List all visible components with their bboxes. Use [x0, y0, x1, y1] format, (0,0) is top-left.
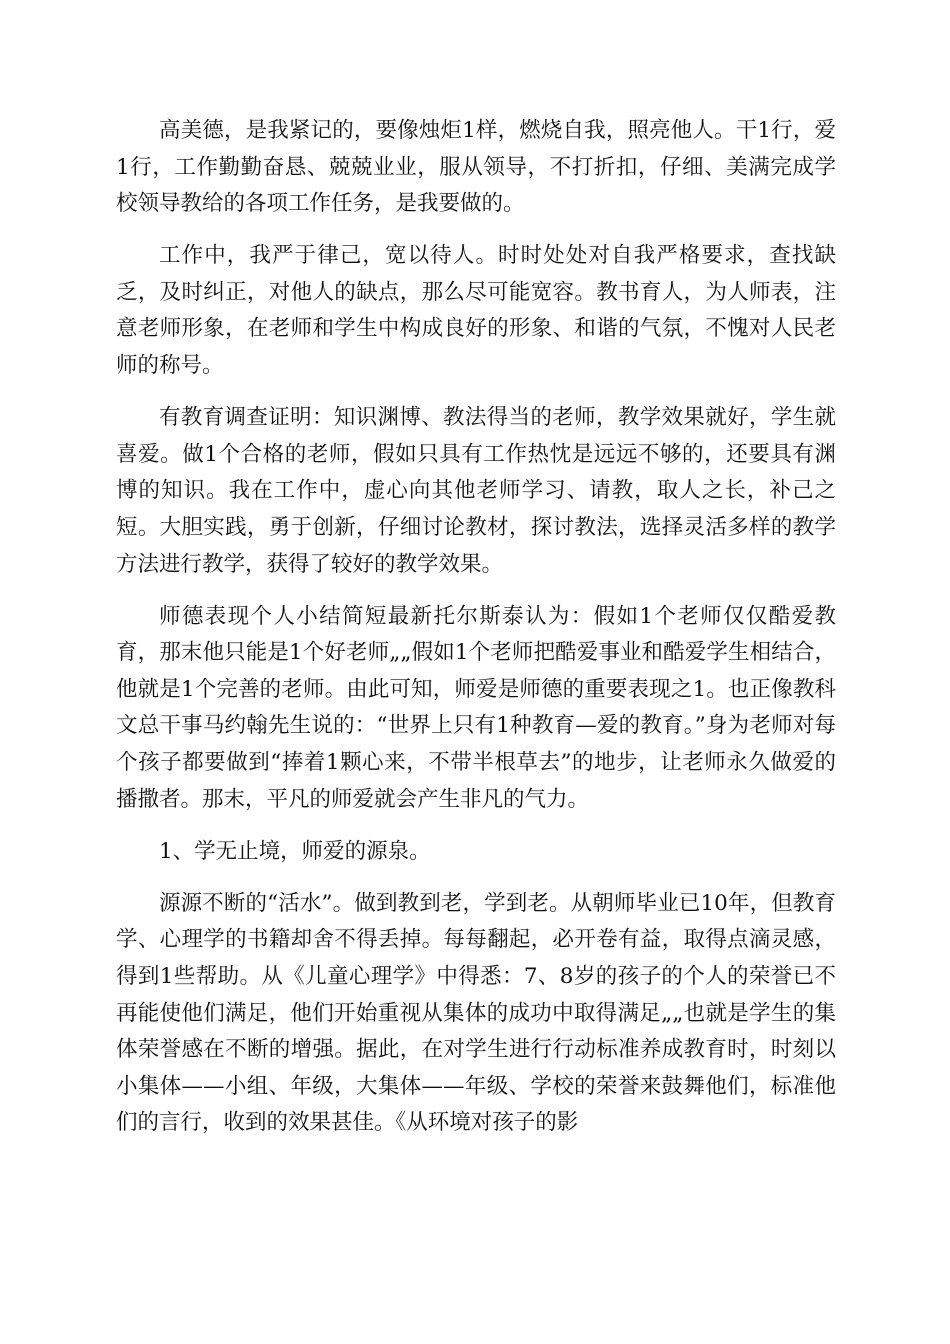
paragraph-knowledge: 有教育调查证明：知识渊博、教法得当的老师，教学效果就好，学生就喜爱。做1个合格的老师，假如只具有工作热忱是远远不够的，还要具有渊博的知识。我在工作中，虚心向其他老师学习、请教，取人之长，补己之短。大胆实践，勇于创新，仔细讨论教材，探讨教法，选择灵活多样的教学方法进行教学，获得了较好的教学效果。 [116, 405, 836, 577]
paragraph-virtue: 高美德，是我紧记的，要像烛炬1样，燃烧自我，照亮他人。干1行，爱1行，工作勤勤奋恳、兢兢业业，服从领导，不打折扣，仔细、美满完成学校领导教给的各项工作任务，是我要做的。 [116, 118, 836, 217]
paragraph-teacher-love: 师德表现个人小结简短最新托尔斯泰认为：假如1个老师仅仅酷爱教育，那末他只能是1个好老师„„假如1个老师把酷爱事业和酷爱学生相结合，他就是1个完善的老师。由此可知，师爱是师德的重要表现之1。也正像教科文总干事马约翰先生说的：“世界上只有1种教育—爱的教育。”身为老师对每个孩子都要做到“捧着1颗心来，不带半根草去”的地步，让老师永久做爱的播撒者。那末，平凡的师爱就会产生非凡的气力。 [116, 603, 836, 812]
paragraph-lifelong-learning: 源源不断的“活水”。做到教到老，学到老。从朝师毕业已10年，但教育学、心理学的书籍却舍不得丢掉。每每翻起，必开卷有益，取得点滴灵感，得到1些帮助。从《儿童心理学》中得悉：7、8岁的孩子的个人的荣誉已不再能使他们满足，他们开始重视从集体的成功中取得满足„„也就是学生的集体荣誉感在不断的增强。据此，在对学生进行行动标准养成教育时，时刻以小集体——小组、年级，大集体——年级、学校的荣誉来鼓舞他们，标准他们的言行，收到的效果甚佳。《从环境对孩子的影 [116, 890, 836, 1136]
document-page [116, 113, 836, 1157]
paragraph-self-discipline: 工作中，我严于律己，宽以待人。时时处处对自我严格要求，查找缺乏，及时纠正，对他人的缺点，那么尽可能宽容。教书育人，为人师表，注意老师形象，在老师和学生中构成良好的形象、和谐的气氛，不愧对人民老师的称号。 [116, 243, 836, 379]
section-heading-1: 1、学无止境，师爱的源泉。 [159, 838, 431, 864]
